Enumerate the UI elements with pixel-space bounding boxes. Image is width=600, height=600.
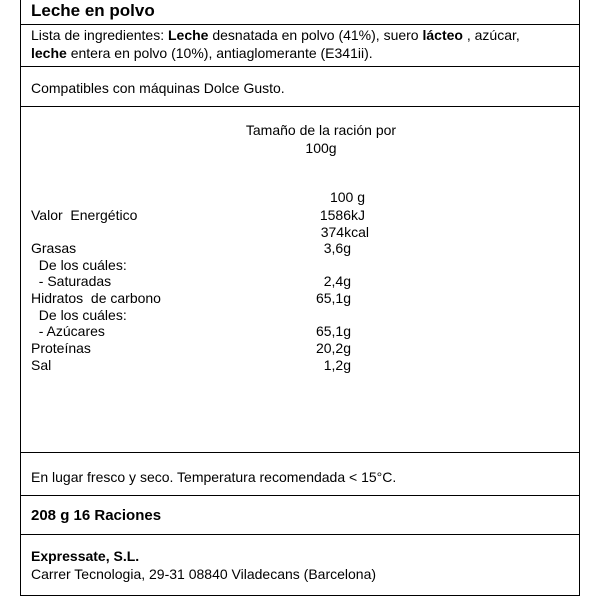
nutrient-label: Hidratos de carbono (31, 290, 161, 306)
divider (21, 534, 579, 535)
ingredients-line-1 (31, 27, 520, 44)
label-frame (20, 0, 580, 596)
nutrient-label: - Azúcares (31, 323, 105, 339)
serving-size-line-2: 100g (305, 140, 337, 156)
nutrient-label: Grasas (31, 240, 77, 256)
ingredients-line-2 (31, 45, 373, 62)
divider (21, 452, 579, 453)
quantity-text: 208 g 16 Raciones (31, 507, 162, 524)
product-title: Leche en polvo (31, 1, 155, 20)
compatibility-text: Compatibles con máquinas Dolce Gusto. (31, 80, 285, 96)
divider (21, 66, 579, 67)
nutrient-value: 20,2g (315, 340, 351, 356)
nutrient-value: 1586kJ (319, 207, 365, 223)
nutrient-value: 1,2g (323, 357, 351, 373)
divider (21, 106, 579, 107)
column-header: 100 g (329, 189, 365, 205)
nutrient-value: 2,4g (323, 273, 351, 289)
nutrient-value: 3,6g (323, 240, 351, 256)
nutrient-label: De los cuáles: (31, 257, 127, 273)
nutrient-label: Valor Energético (31, 207, 138, 223)
company-address: Carrer Tecnologia, 29-31 08840 Viladecans (Barcelona) (31, 566, 377, 582)
ingredients-text: entera en polvo (10%), antiaglomerante (E341ii). (66, 45, 373, 61)
nutrient-label: Sal (31, 357, 52, 373)
nutrient-value: 65,1g (315, 323, 351, 339)
divider (21, 24, 579, 25)
ingredients-text: , azúcar, (462, 27, 520, 43)
storage-text: En lugar fresco y seco. Temperatura recomendada < 15°C. (31, 469, 397, 485)
company-name: Expressate, S.L. (31, 548, 140, 564)
nutrient-label: Proteínas (31, 340, 91, 356)
ingredient-lacteo: lácteo (422, 27, 463, 43)
nutrient-label: - Saturadas (31, 273, 112, 289)
ingredients-label: Lista de ingredientes: (31, 27, 168, 43)
ingredient-leche: Leche (167, 27, 209, 43)
nutrient-label: De los cuáles: (31, 307, 127, 323)
nutrient-value: 374kcal (320, 224, 369, 240)
ingredients-text: desnatada en polvo (41%), suero (208, 27, 423, 43)
ingredient-leche-entera: leche (31, 45, 67, 61)
divider (21, 495, 579, 496)
nutrient-value: 65,1g (315, 290, 351, 306)
serving-size-line-1: Tamaño de la ración por (245, 122, 397, 138)
